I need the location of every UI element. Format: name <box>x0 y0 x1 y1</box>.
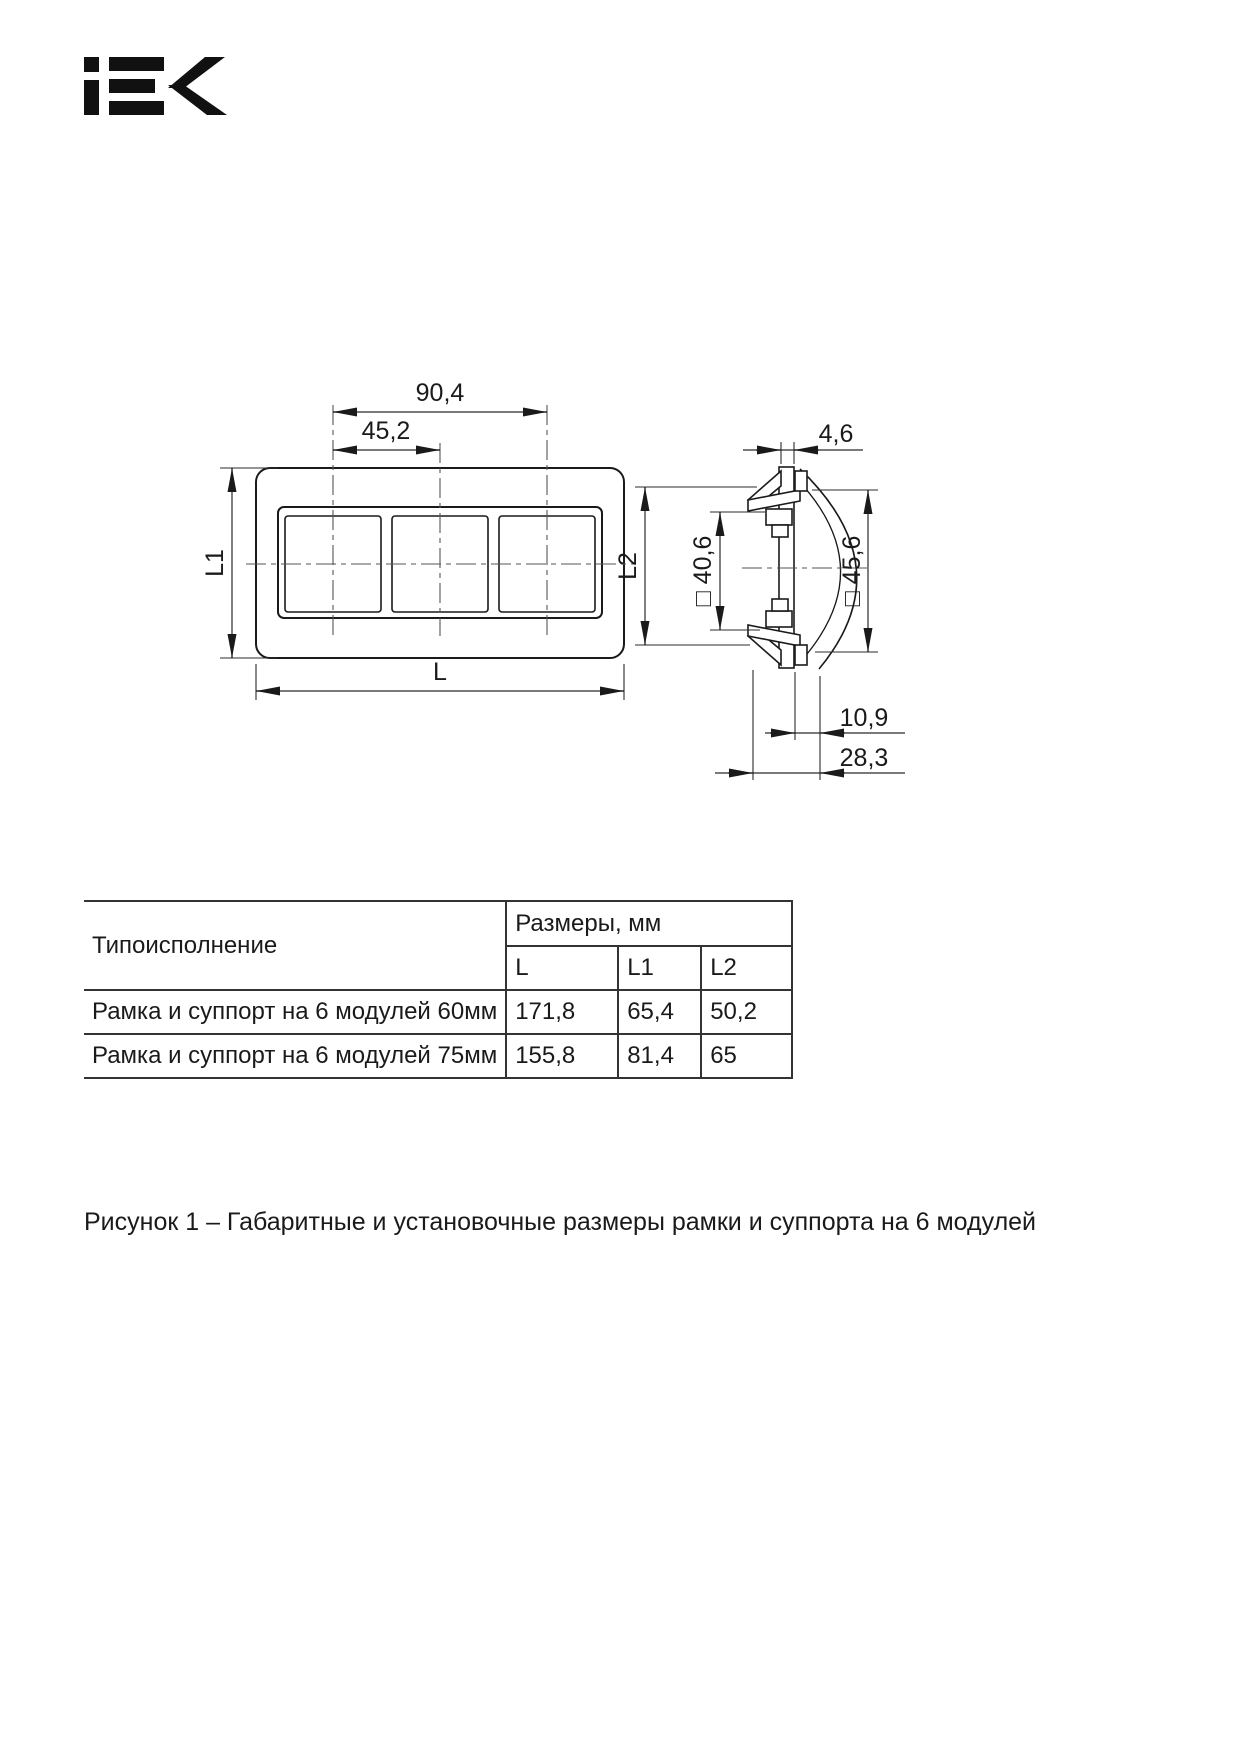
front-view <box>201 379 634 700</box>
subcol-l: L <box>506 946 618 990</box>
dim-square-45-6-label: □ 45,6 <box>838 535 866 607</box>
row-60-l1: 65,4 <box>618 990 701 1034</box>
dim-l1-label: L1 <box>201 549 229 577</box>
row-type-75: Рамка и суппорт на 6 модулей 75мм <box>84 1034 506 1078</box>
dim-4-6-label: 4,6 <box>818 420 854 448</box>
row-60-l: 171,8 <box>506 990 618 1034</box>
dimension-drawing <box>0 0 1244 820</box>
top-clip <box>748 471 807 537</box>
dim-square-40-6-label: □ 40,6 <box>689 535 717 607</box>
row-75-l2: 65 <box>701 1034 792 1078</box>
dim-90-4-label: 90,4 <box>415 379 465 407</box>
subcol-l2: L2 <box>701 946 792 990</box>
side-view <box>614 420 905 780</box>
dim-l-label: L <box>433 658 447 686</box>
dim-45-2-label: 45,2 <box>361 417 411 445</box>
row-60-l2: 50,2 <box>701 990 792 1034</box>
subcol-l1: L1 <box>618 946 701 990</box>
spec-table <box>84 900 793 1079</box>
row-type-60: Рамка и суппорт на 6 модулей 60мм <box>84 990 506 1034</box>
col-header-type: Типоисполнение <box>84 901 506 990</box>
dim-l2-label: L2 <box>614 552 642 580</box>
row-75-l1: 81,4 <box>618 1034 701 1078</box>
table-row <box>84 1034 792 1078</box>
row-75-l: 155,8 <box>506 1034 618 1078</box>
dim-28-3-label: 28,3 <box>839 744 889 772</box>
col-header-sizes: Размеры, мм <box>506 901 792 946</box>
bottom-clip <box>748 599 807 665</box>
figure-caption: Рисунок 1 – Габаритные и установочные размеры рамки и суппорта на 6 модулей <box>84 1208 1037 1236</box>
table-row <box>84 990 792 1034</box>
dim-10-9-label: 10,9 <box>839 704 889 732</box>
table-header-row <box>84 901 792 946</box>
